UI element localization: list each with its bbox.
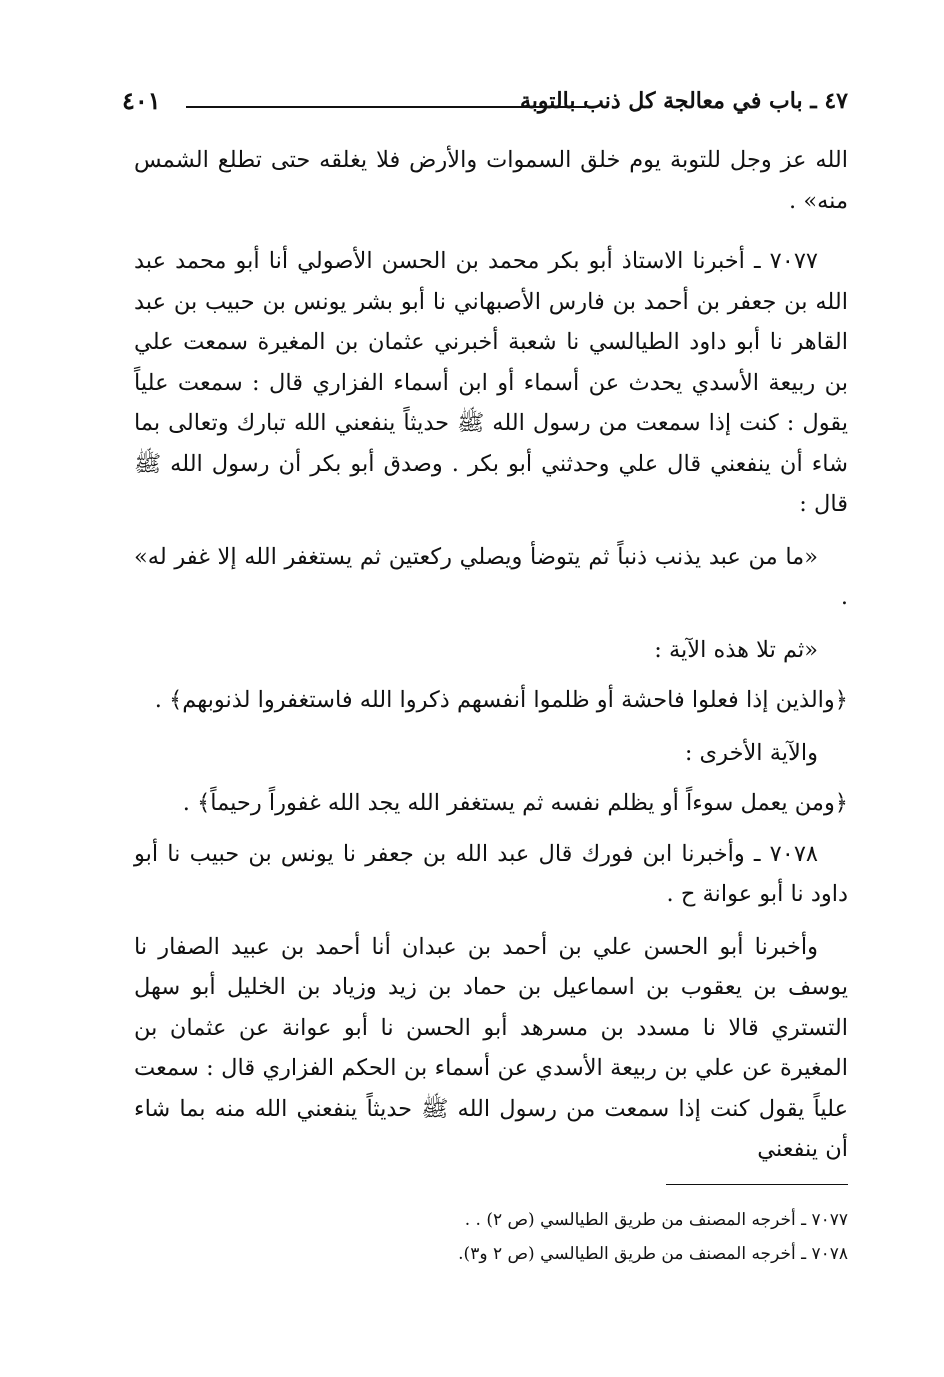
other-verse-intro: والآية الأخرى : [684,739,818,766]
hadith-quote: «ما من عبد يذنب ذنباً ثم يتوضأ ويصلي ركعتين ثم يستغفر الله إلا غفر له» . [134,543,848,610]
quran-verse-1: ﴿والذين إذا فعلوا فاحشة أو ظلموا أنفسهم ذكروا الله فاستغفروا لذنوبهم﴾ . [154,687,848,713]
footnote-7078: ٧٠٧٨ ـ أخرجه المصنف من طريق الطيالسي (ص ٢ و٣). [458,1244,848,1264]
footnote-7077: ٧٠٧٧ ـ أخرجه المصنف من طريق الطيالسي (ص ٢) . . [464,1210,848,1230]
header-rule [186,106,586,108]
footnotes [134,1203,848,1271]
main-text [134,140,848,1182]
hadith-7078: ٧٠٧٨ ـ وأخبرنا ابن فورك قال عبد الله بن جعفر نا يونس بن حبيب نا أبو داود نا أبو عوانة ح . [134,840,848,907]
running-header [122,82,848,122]
hadith-7077: ٧٠٧٧ ـ أخبرنا الاستاذ أبو بكر محمد بن الحسن الأصولي أنا أبو محمد عبد الله بن جعفر بن أحمد بن فارس الأصبهاني نا أبو بشر يونس بن حبيب بن عبد القاهر نا أبو داود الطيالسي نا شعبة أخبرني عثمان بن المغيرة سمعت علي بن ربيعة الأسدي يحدث عن أسماء أو ابن أسماء الفزاري قال : سمعت علياً يقول : كنت إذا سمعت من رسول الله ﷺ حديثاً ينفعني الله تبارك وتعالى بما شاء أن ينفعني قال علي وحدثني أبو بكر . وصدق أبو بكر أن رسول الله ﷺ قال : [134,248,848,517]
paragraph-continuation: الله عز وجل للتوبة يوم خلق السموات والأرض فلا يغلقه حتى تطلع الشمس منه» . [134,147,848,214]
recitation-intro: «ثم تلا هذه الآية : [654,636,818,663]
quran-verse-2: ﴿ومن يعمل سوءاً أو يظلم نفسه ثم يستغفر الله يجد الله غفوراً رحيماً﴾ . [182,790,848,816]
footnote-rule [666,1184,848,1185]
chapter-title: ٤٧ ـ باب في معالجة كل ذنب بالتوبة [520,88,848,114]
page-number: ٤٠١ [122,86,161,115]
hadith-7078-chain: وأخبرنا أبو الحسن علي بن أحمد بن عبدان أنا أحمد بن عبيد الصفار نا يوسف بن يعقوب بن اسماعيل بن حماد بن زيد وزياد بن الخليل أبو سهل التستري قالا نا مسدد بن مسرهد أبو الحسن نا أبو عوانة عن عثمان بن المغيرة عن علي بن ربيعة الأسدي عن أسماء بن الحكم الفزاري قال : سمعت علياً يقول كنت إذا سمعت من رسول الله ﷺ حديثاً ينفعني الله منه بما شاء أن ينفعني [134,933,848,1162]
